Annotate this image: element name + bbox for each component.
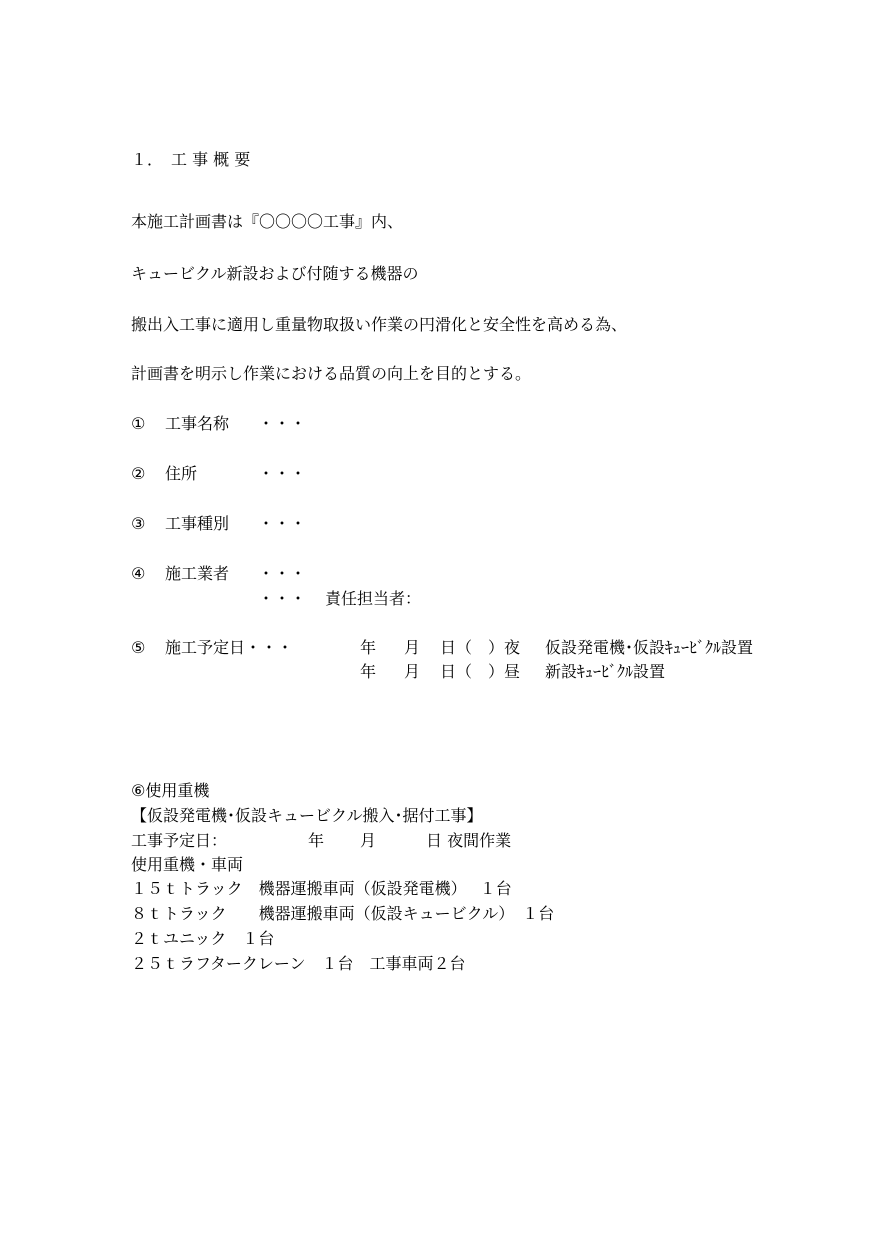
- intro-line-4: 計画書を明示し作業における品質の向上を目的とする。: [131, 364, 532, 383]
- section-heading: １． 工 事 概 要: [131, 150, 251, 169]
- equipment-subtitle: 【仮設発電機･仮設キュービクル搬入･据付工事】: [131, 806, 483, 825]
- intro-line-3: 搬出入工事に適用し重量物取扱い作業の円滑化と安全性を高める為、: [131, 315, 628, 334]
- item-1-dots: ・・・: [258, 414, 307, 433]
- schedule-row-1-year: 年: [360, 638, 377, 657]
- work-date-month: 月: [360, 831, 377, 850]
- item-4-number: ④: [131, 564, 146, 583]
- intro-line-1: 本施工計画書は『〇〇〇〇工事』内、: [131, 212, 404, 231]
- item-1-number: ①: [131, 414, 146, 433]
- item-5-label: 施工予定日・・・: [165, 638, 294, 657]
- schedule-row-1-day: 日（ ）夜: [440, 638, 521, 657]
- item-5-number: ⑤: [131, 638, 146, 657]
- item-3-label: 工事種別: [165, 514, 230, 533]
- vehicle-item-4: ２５ｔラフタークレーン １台 工事車両２台: [131, 954, 466, 973]
- schedule-row-1-desc: 仮設発電機･仮設ｷｭｰﾋﾞｸﾙ設置: [545, 638, 754, 657]
- work-date-note: 日 夜間作業: [426, 831, 512, 850]
- work-date-year: 年: [308, 831, 325, 850]
- schedule-row-2-desc: 新設ｷｭｰﾋﾞｸﾙ設置: [545, 662, 666, 681]
- item-4-dots: ・・・: [258, 564, 307, 583]
- schedule-row-2-day: 日（ ）昼: [440, 662, 521, 681]
- equipment-title: ⑥使用重機: [131, 781, 210, 800]
- vehicle-item-2: ８ｔトラック 機器運搬車両（仮設キュービクル） １台: [131, 904, 555, 923]
- schedule-row-2-year: 年: [360, 662, 377, 681]
- item-4-manager-label: 責任担当者：: [325, 589, 422, 608]
- item-2-dots: ・・・: [258, 464, 307, 483]
- vehicles-label: 使用重機・車両: [131, 855, 244, 874]
- item-4-dots-2: ・・・: [258, 589, 307, 608]
- vehicle-item-1: １５ｔトラック 機器運搬車両（仮設発電機） １台: [131, 879, 512, 898]
- item-2-label: 住所: [165, 464, 198, 483]
- schedule-row-1-month: 月: [404, 638, 421, 657]
- item-1-label: 工事名称: [165, 414, 230, 433]
- item-4-label: 施工業者: [165, 564, 230, 583]
- intro-line-2: キュービクル新設および付随する機器の: [131, 264, 419, 283]
- vehicle-item-3: ２ｔユニック １台: [131, 929, 275, 948]
- schedule-row-2-month: 月: [404, 662, 421, 681]
- work-date-label: 工事予定日：: [131, 831, 228, 850]
- item-2-number: ②: [131, 464, 146, 483]
- item-3-dots: ・・・: [258, 514, 307, 533]
- item-3-number: ③: [131, 514, 146, 533]
